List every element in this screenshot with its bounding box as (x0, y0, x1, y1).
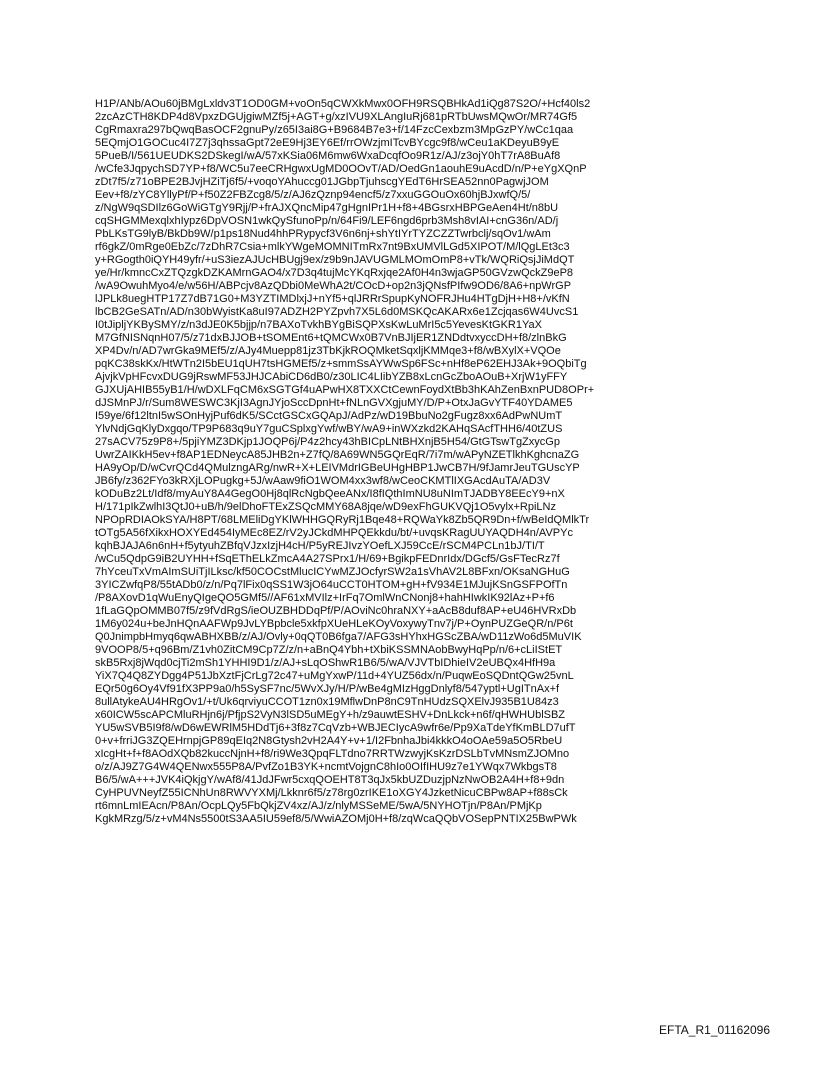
encoded-text-line: H/171pIkZwlhI3QtJ0+uB/h/9elDhoFTExZSQcMMY68A8jqe/wD9exFhGUKVQj1O5vylx+RpiLNz (95, 501, 556, 513)
encoded-text-line: KgkMRzg/5/z+vM4Ns5500tS3AA5IU59ef8/5/WwiAZOMj0H+f8/zqWcaQQbVOSepPNTIX25BwPWk (95, 813, 577, 825)
encoded-text-line: xIcgHt+f+f8AOdXQb82kuccNjnH+f8/ri9We3QpqFLTdno7RRTWzwyjKsKzrDSLbTvMNsmZJOMno (95, 748, 570, 760)
encoded-text-line: tOTg5A56fXikxHOXYEd454IyMEc8EZ/rV2yJCkdMHPQEkkdu/bt/+uvqsKRagUUYAQDH4n/AVPYc (95, 527, 573, 539)
encoded-text-line: dJSMnPJ/r/Sum8WESWC3KjI3AgnJYjoSccDpnHt+fNLnGVXgjuMY/D/P+OtxJaGvYTF40YDAME5 (95, 397, 573, 409)
encoded-text-line: lJPLk8uegHTP17Z7dB71G0+M3YZTIMDlxjJ+nYf5+qlJRRrSpupKyNOFRJHu4HTgDjH+H8+/vKfN (95, 293, 570, 305)
encoded-text-line: cqSHGMMexqlxhIypz6DpVOSN1wkQySfunoPp/n/64Fi9/LEF6ngd6prb3Msh8vIAI+cnG36n/AD/j (95, 215, 559, 227)
encoded-text-line: /wA9OwuhMyo4/e/w56H/ABPcjv8AzQDbi0MeWhA2t/COcD+op2n3jQNsfPIfw9OD6/8A6+npWrGP (95, 280, 572, 292)
encoded-text-line: GJXUjAHIB55yB1/H/wDXLFqCM6xSGTGf4uAPwHX8TXXCtCewnFoydXtBb3hKAhZenBxnPUD8OPr+ (95, 384, 595, 396)
encoded-text-line: kqhBJAJA6n6nH+f5ytyuhZBfqVJzxIzjH4cH/P5yREJIvzYOefLXJ59CcE/rSCM4PCLn1bJ/TI/T (95, 540, 545, 552)
encoded-text-line: rf6gkZ/0mRge0EbZc/7zDhR7Csia+mlkYWgeMOMNITmRx7nt9BxUMVlLGd5XIPOT/M/lQgLEt3c3 (95, 241, 570, 253)
encoded-text-line: kODuBz2Lt/Idf8/myAuY8A4GegO0Hj8qlRcNgbQeeANx/I8fIQthImNU8uNImTJADBY8EEcY9+nX (95, 488, 565, 500)
encoded-text-line: 0+v+frriJG3ZQEHrnpjGP89qEIq2N8Gtysh2vH2A4Y+v+1/I2FbnhaJbi4kkkO4oOAe59a5O5RbeU (95, 735, 563, 747)
encoded-text-line: rt6mnLmIEAcn/P8An/OcpLQy5FbQkjZV4xz/AJ/z/nlyMSSeME/5wA/5NYHOTjn/P8An/PMjKp (95, 800, 542, 812)
encoded-text-line: I59ye/6f12ltnI5wSOnHyjPuf6dK5/SCctGSCxGQApJ/AdPz/wD19BbuNo2gFugz8xx6AdPwNUmT (95, 410, 563, 422)
encoded-text-line: 5EQmjO1GOCuc4I7Z7j3qhssaGpt72eE9Hj3EY6Ef/rrOWzjmITcvBYcgc9f8/wCeu1aKDeyuB9yE (95, 137, 560, 149)
encoded-text-line: o/z/AJ9Z7G4W4QENwx555P8A/PvfZo1B3YK+ncmtVojgnC8hIo0OIfIHU9z7e1YWqx7WkbgsT8 (95, 761, 557, 773)
encoded-text-line: z/NgW9qSDIlz6GoWiGTgY9Rjj/P+frAJXQncMip47gHgnIPr1H+f8+4BGsrxHBPGeAen4Ht/n8bU (95, 202, 559, 214)
encoded-text-line: UwrZAIKkH5ev+f8AP1EDNeycA85JHB2n+Z7fQ/8A69WN5GQrEqR/7i7m/wAPyNZETlkhKghcnaZG (95, 449, 580, 461)
document-id-footer: EFTA_R1_01162096 (659, 1023, 770, 1037)
encoded-text-line: CyHPUVNeyfZ55ICNhUn8RWVYXMj/Lkknr6f5/z78rg0zrIKE1oXGY4JzketNicuCBPw8AP+f88sCk (95, 787, 568, 799)
encoded-text-line: 9VOOP8/5+q96Bm/Z1vh0ZitCM9Cp7Z/z/n+aBnQ4Ybh+tXbiKSSMNAobBwyHqPp/n/6+cLiIStET (95, 644, 563, 656)
encoded-text-line: I0tJipljYKBySMY/z/n3dJE0K5bjjp/n7BAXoTvkhBYgBiSQPXsKwLuMrI5c5YevesKtGKR1YaX (95, 319, 542, 331)
encoded-text-line: 27sACV75z9P8+/5pjiYMZ3DKjp1JOQP6j/P4z2hcy43hBICpLNtBHXnjB5H54/GtGTswTgZxycGp (95, 436, 560, 448)
encoded-text-line: YlvNdjGqKlyDxgqo/TP9P683q9uY7guCSplxgYwf/wBY/wA9+inWXzkd2KAHqSAcfTHH6/40tZUS (95, 423, 563, 435)
encoded-text-line: zDt7f5/z71oBPE2BJvjHZiTj6f5/+voqoYAhuccg01JGbpTjuhscgYEdT6HrSEA52nn0PagwjJOM (95, 176, 549, 188)
encoded-text-line: PbLKsTG9lyB/BkDb9W/p1ps18Nud4hhPRypycf3V6n6nj+shYtIYrTYZCZZTwrbclj/sqOv1/wAm (95, 228, 551, 240)
encoded-text-line: B6/5/wA+++JVK4iQkjgY/wAf8/41JdJFwr5cxqQOEHT8T3qJx5kbUZDuzjpNzNwOB2A4H+f8+9dn (95, 774, 565, 786)
encoded-text-line: lbCB2GeSATn/AD/n30bWyistKa8uI97ADZH2PYZpvh7X5L6d0MSKQcAKARx6e1Zcjqas6W4UvcS1 (95, 306, 579, 318)
encoded-text-line: 2zcAzCTH8KDP4d8VpxzDGUjgiwMZf5j+AGT+g/xzIVU9XLAngIuRj681pRTbUwsMQwOr/MR74Gf5 (95, 111, 578, 123)
encoded-text-line: YU5wSVB5I9f8/wD6wEWRlM5HDdTj6+3f8z7CqVzb+WBJECIycA9wfr6e/Pp9XaTdeYfKmBLD7ufT (95, 722, 576, 734)
encoded-text-line: 1fLaGQpOMMB07f5/z9fVdRgS/ieOUZBHDDqPf/P/AOviNc0hraNXY+aAcB8duf8AP+eU46HVRxDb (95, 605, 577, 617)
encoded-text-line: y+RGogth0iQYH49yfr/+uS3iezAJUcHBUgj9ex/z9b9nJAVUGMLMOmOmP8+vTk/WQRiQsjJiMdQT (95, 254, 575, 266)
encoded-text-line: 8ullAtykeAU4HRgOv1/+t/Uk6qrviyuCCOT1zn0x19MflwDnP8nC9TnHUdzSQXElvJ935B1U84z3 (95, 696, 559, 708)
encoded-text-line: AjvjkVpHFcvxDUG9jRswMF53JHJCAbiCD6dB0/z30LIC4LIibYZB8xLcnGcZboAOuB+XrjW1yFFY (95, 371, 568, 383)
encoded-text-line: ye/Hr/kmncCxZTQzgkDZKAMrnGAO4/x7D3q4tujMcYKqRxjqe2Af0H4n3wjaGP50GVzwQckZ9eP8 (95, 267, 574, 279)
encoded-text-line: YiX7Q4Q8ZYDgg4P51JbXztFjCrLg72c47+uMgYxwP/11d+4YUZ56dx/n/PuqwEoSQDntQGw25vnL (95, 670, 574, 682)
encoded-text-line: XP4Dv/n/AD7wrGka9MEf5/z/AJy4Muepp81jz3TbKjkROQMketSqxljKMMqe3+f8/wBXylX+VQOe (95, 345, 561, 357)
encoded-text-line: /P8AXovD1qWuEnyQIgeQO5GMf5//AF61xMVIlz+IrFq7OmlWnCNonj8+hahHIwkIK92lAz+P+f6 (95, 592, 555, 604)
encoded-text-line: Eev+f8/zYC8YllyPf/P+f50Z2FBZcg8/5/z/AJ6zQznp94encf5/z7xxuGGOuOx60hjBJxwfQ/5/ (95, 189, 531, 201)
encoded-text-line: NPOpRDIAOkSYA/H8PT/68LMEliDgYKlWHHGQRyRj1Bqe48+RQWaYk8Zb5QR9Dn+f/wBeIdQMlkTr (95, 514, 590, 526)
encoded-text-line: HA9yOp/D/wCvrQCd4QMulzngARg/nwR+X+LEIVMdrIGBeUHgHBP1JwCB7H/9fJamrJeuTGUscYP (95, 462, 580, 474)
encoded-text-line: /wCu5QdpG9iB2UYHH+fSqEThELkZmcA4A27SPrx1/H/69+BgikpFEDnrIdx/DGcf5/GsFTecRz7f (95, 553, 560, 565)
encoded-text-line: Q0JnimpbHmyq6qwABHXBB/z/AJ/Ovly+0qQT0B6fga7/AFG3sHYhxHGScZBA/wD11zWo6d5MuVIK (95, 631, 582, 643)
encoded-text-line: 1M6y024u+beJnHQnAAFWp9JvLYBpbcle5xkfpXUeHLeKOyVoxywyTnv7j/P+OynPUZGeQR/n/P6t (95, 618, 573, 630)
encoded-text-line: JB6fy/z362FYo3kRXjLOPugkg+5J/wAaw9fiO1WOM4xx3wf8/wCeoCKMTlIXGAcdAuTA/AD3V (95, 475, 551, 487)
encoded-text-line: /wCfe3JqpychSD7YP+f8/WC5u7eeCRHgwxUgMD0OOvT/AD/OedGn1aouhE9uAcdD/n/P+eYgXQnP (95, 163, 587, 175)
encoded-text-line: 3YICZwfqP8/55tADb0/z/n/Pq7lFix0qSS1W3jO64uCCT0HTOM+gH+fV934E1MJujKSnGSFPOfTn (95, 579, 568, 591)
encoded-text-block (95, 98, 745, 826)
encoded-text-line: 5PueB/I/561UEUDKS2DSkegI/wA/57xKSia06M6mw6WxaDcqfOo9R1z/AJ/z3ojY0hT7rA8BuAf8 (95, 150, 561, 162)
encoded-text-line: CgRmaxra297bQwqBasOCF2gnuPy/z65I3ai8G+B9684B7e3+f/14FzcCexbzm3MpGzPY/wCc1qaa (95, 124, 574, 136)
encoded-text-line: M7GfNISNqnH07/5/z71dxBJJOB+tSOMEnt6+tQMCWx0B7VnBJIjER1ZNDdtvxyccDH+f8/zlnBkG (95, 332, 567, 344)
encoded-text-line: 7hYceuTxVmAImSUiTjILksc/kf50COCstMlucICYwMZJOcfyrSW2a1sVhAV2L8BFxn/OKsaNGHuG (95, 566, 570, 578)
encoded-text-line: H1P/ANb/AOu60jBMgLxldv3T1OD0GM+voOn5qCWXkMwx0OFH9RSQBHkAd1iQg87S2O/+Hcf40ls2 (95, 98, 591, 110)
encoded-text-line: EQr50g6Oy4Vf91fX3PP9a0/h5SySF7nc/5WvXJy/H/P/wBe4gMIzHggDnlyf8/547yptl+UgITnAx+f (95, 683, 560, 695)
encoded-text-line: skB5Rxj8jWqd0cjTi2mSh1YHHI9D1/z/AJ+sLqOShwR1B6/5/wA/VJVTbIDhieIV2eUBQx4HfH9a (95, 657, 556, 669)
encoded-text-line: pqKC38skKx/HtWTn2I5bEU1qUH7tsHGMEf5/z+smmSsAYWwSp6FSc+nHf8eP62EHJ3Ak+9OQbiTg (95, 358, 587, 370)
encoded-text-line: x60ICW5scAPCMluRHjn6j/PfjpS2VyN3lSD5uMEgY+h/z9auwtESHV+DnLkck+n6f/qHWHUblSBZ (95, 709, 566, 721)
